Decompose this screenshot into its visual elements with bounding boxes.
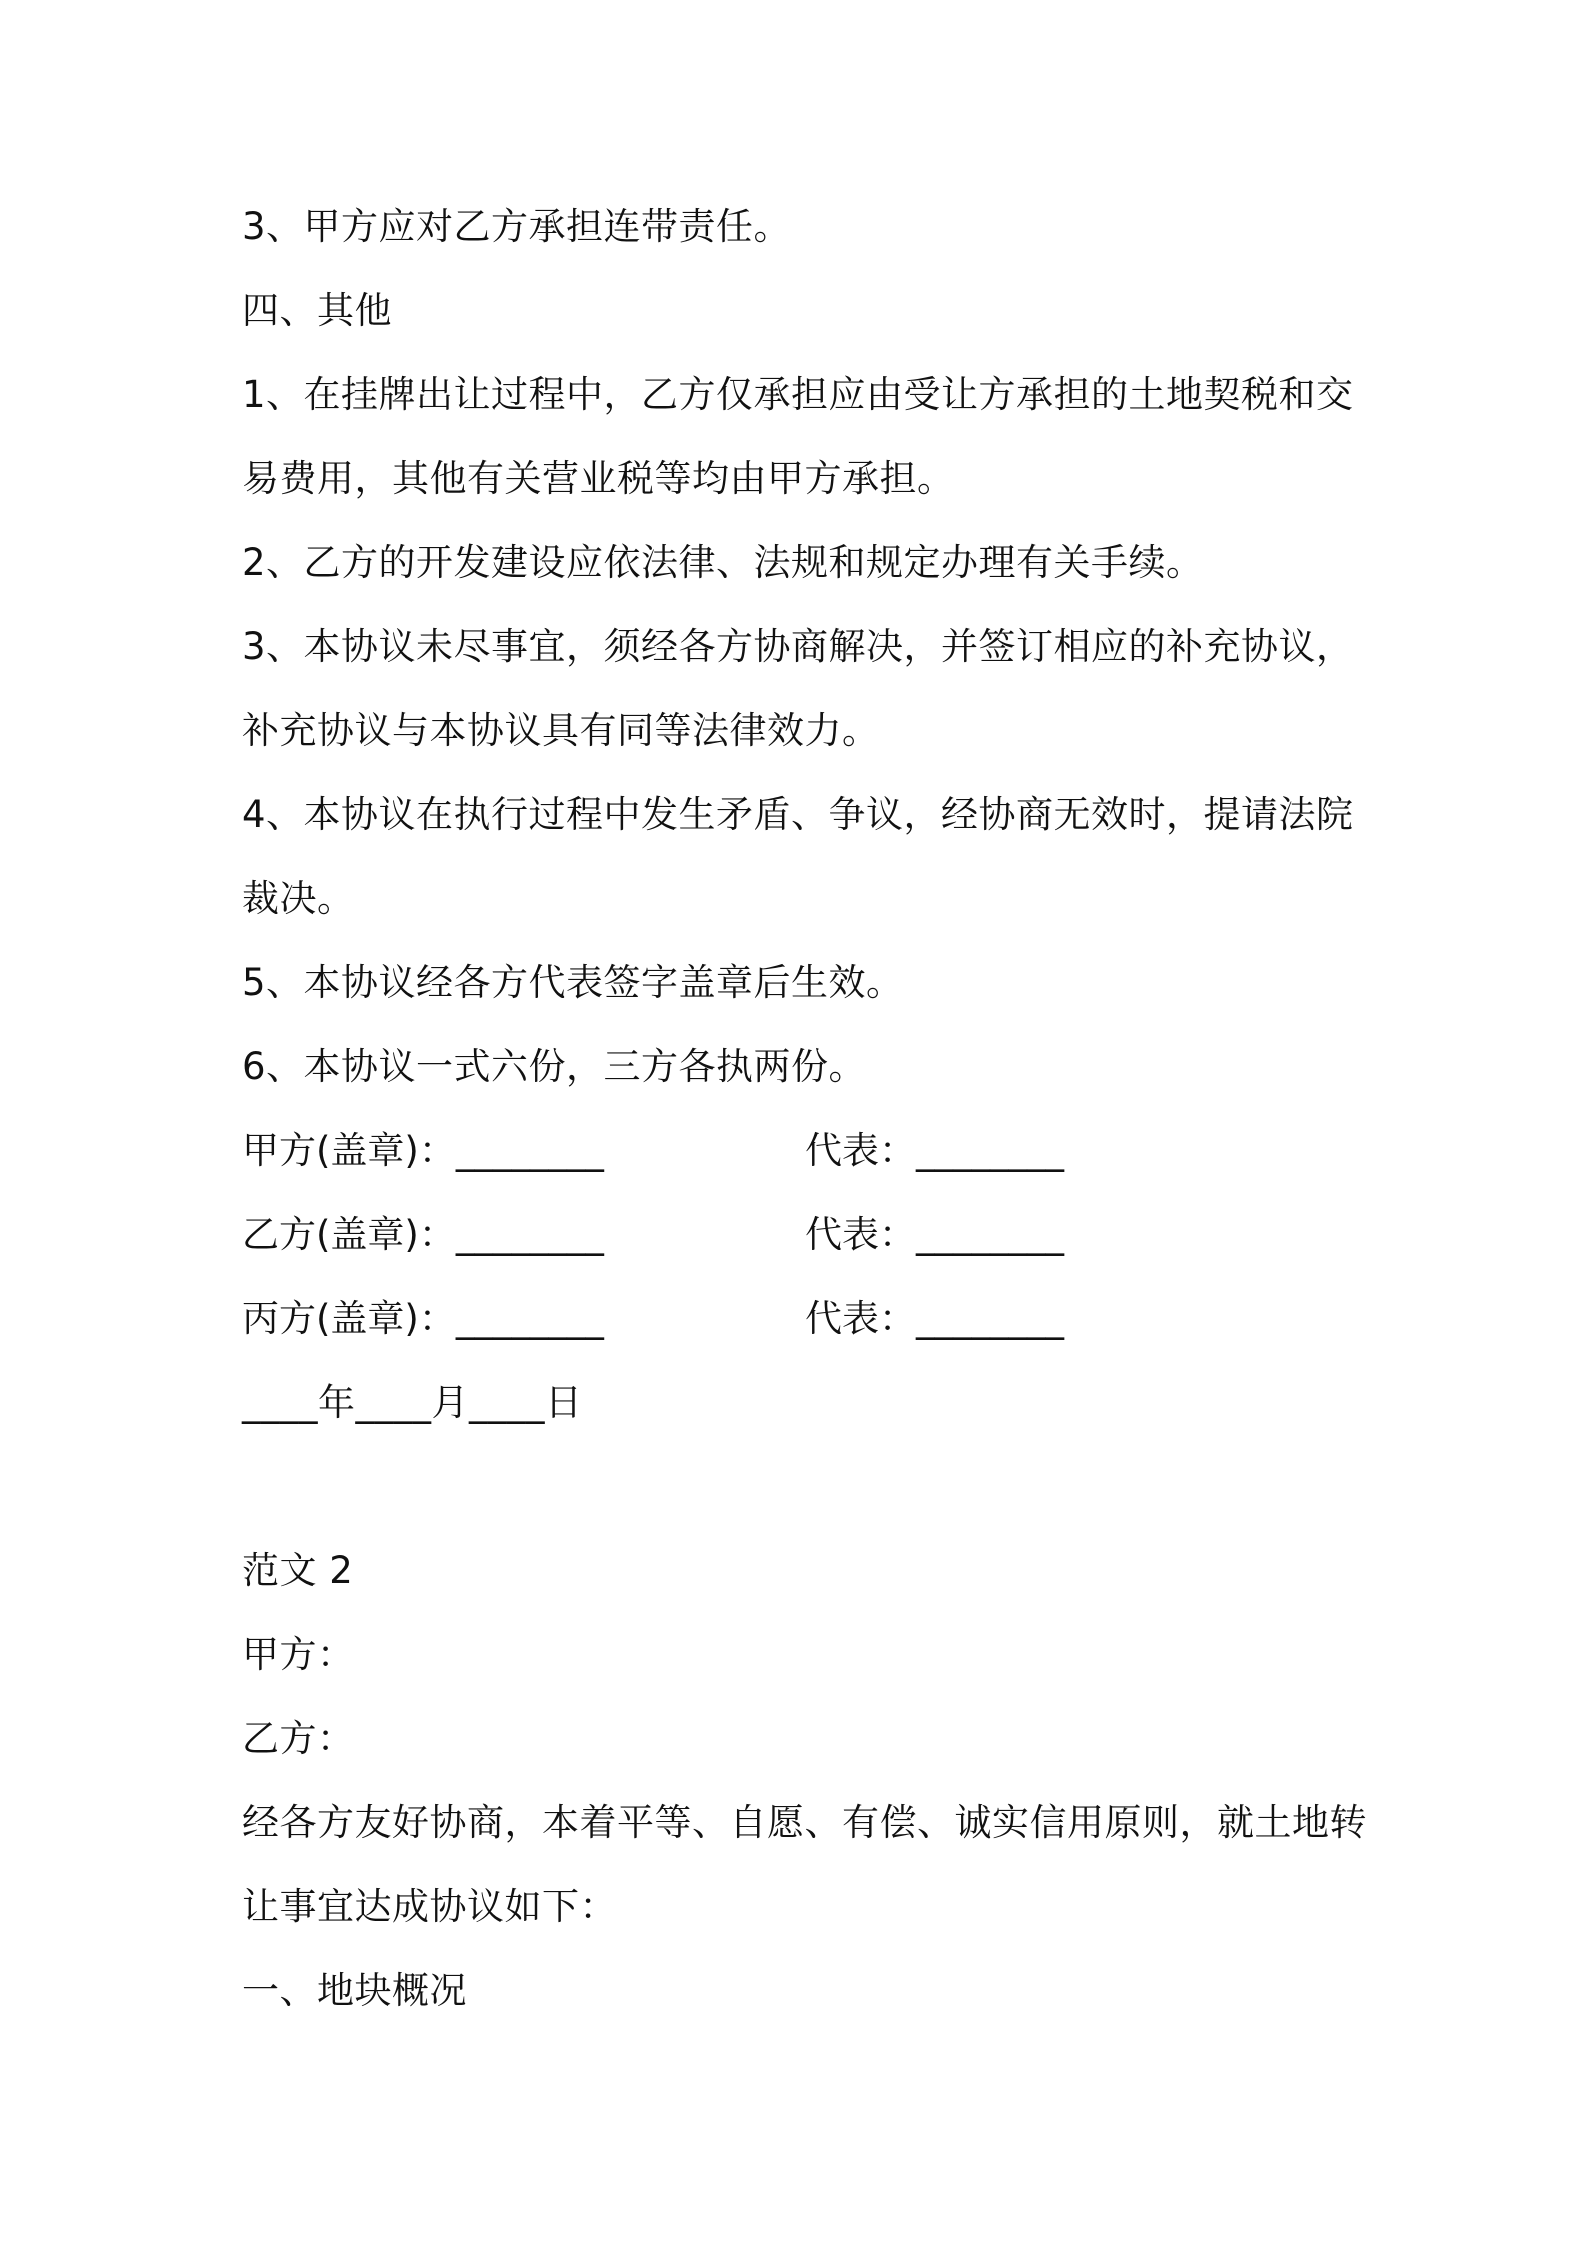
clause-1-line1: 1、在挂牌出让过程中，乙方仅承担应由受让方承担的土地契税和交 bbox=[242, 373, 1354, 416]
clause-3-line2: 补充协议与本协议具有同等法律效力。 bbox=[242, 709, 880, 752]
sample-2-intro-line1: 经各方友好协商，本着平等、自愿、有偿、诚实信用原则，就土地转 bbox=[242, 1801, 1367, 1844]
sample-2-title: 范文 2 bbox=[242, 1549, 354, 1592]
clause-6: 6、本协议一式六份，三方各执两份。 bbox=[242, 1045, 867, 1088]
party-b-representative: 代表：________ bbox=[805, 1213, 1064, 1256]
signature-row-party-c bbox=[242, 1295, 1342, 1343]
clause-4-line2: 裁决。 bbox=[242, 877, 355, 920]
sample-2-party-a: 甲方： bbox=[242, 1633, 355, 1676]
clause-2: 2、乙方的开发建设应依法律、法规和规定办理有关手续。 bbox=[242, 541, 1204, 584]
party-a-representative: 代表：________ bbox=[805, 1129, 1064, 1172]
party-c-seal: 丙方(盖章)：________ bbox=[242, 1297, 604, 1340]
sample-2-intro-line2: 让事宜达成协议如下： bbox=[242, 1885, 617, 1928]
party-b-seal: 乙方(盖章)：________ bbox=[242, 1213, 604, 1256]
party-c-representative: 代表：________ bbox=[805, 1297, 1064, 1340]
signature-row-party-a bbox=[242, 1127, 1342, 1175]
sample-2-party-b: 乙方： bbox=[242, 1717, 355, 1760]
sample-2-section-1-heading: 一、地块概况 bbox=[242, 1969, 467, 2012]
clause-1-line2: 易费用，其他有关营业税等均由甲方承担。 bbox=[242, 457, 955, 500]
clause-4-line1: 4、本协议在执行过程中发生矛盾、争议，经协商无效时，提请法院 bbox=[242, 793, 1354, 836]
clause-3-joint-liability: 3、甲方应对乙方承担连带责任。 bbox=[242, 205, 792, 248]
date-line: ____年____月____日 bbox=[242, 1381, 583, 1424]
section-4-heading: 四、其他 bbox=[242, 289, 392, 332]
clause-3-line1: 3、本协议未尽事宜，须经各方协商解决，并签订相应的补充协议， bbox=[242, 625, 1354, 668]
party-a-seal: 甲方(盖章)：________ bbox=[242, 1129, 604, 1172]
signature-row-party-b bbox=[242, 1211, 1342, 1259]
clause-5: 5、本协议经各方代表签字盖章后生效。 bbox=[242, 961, 904, 1004]
